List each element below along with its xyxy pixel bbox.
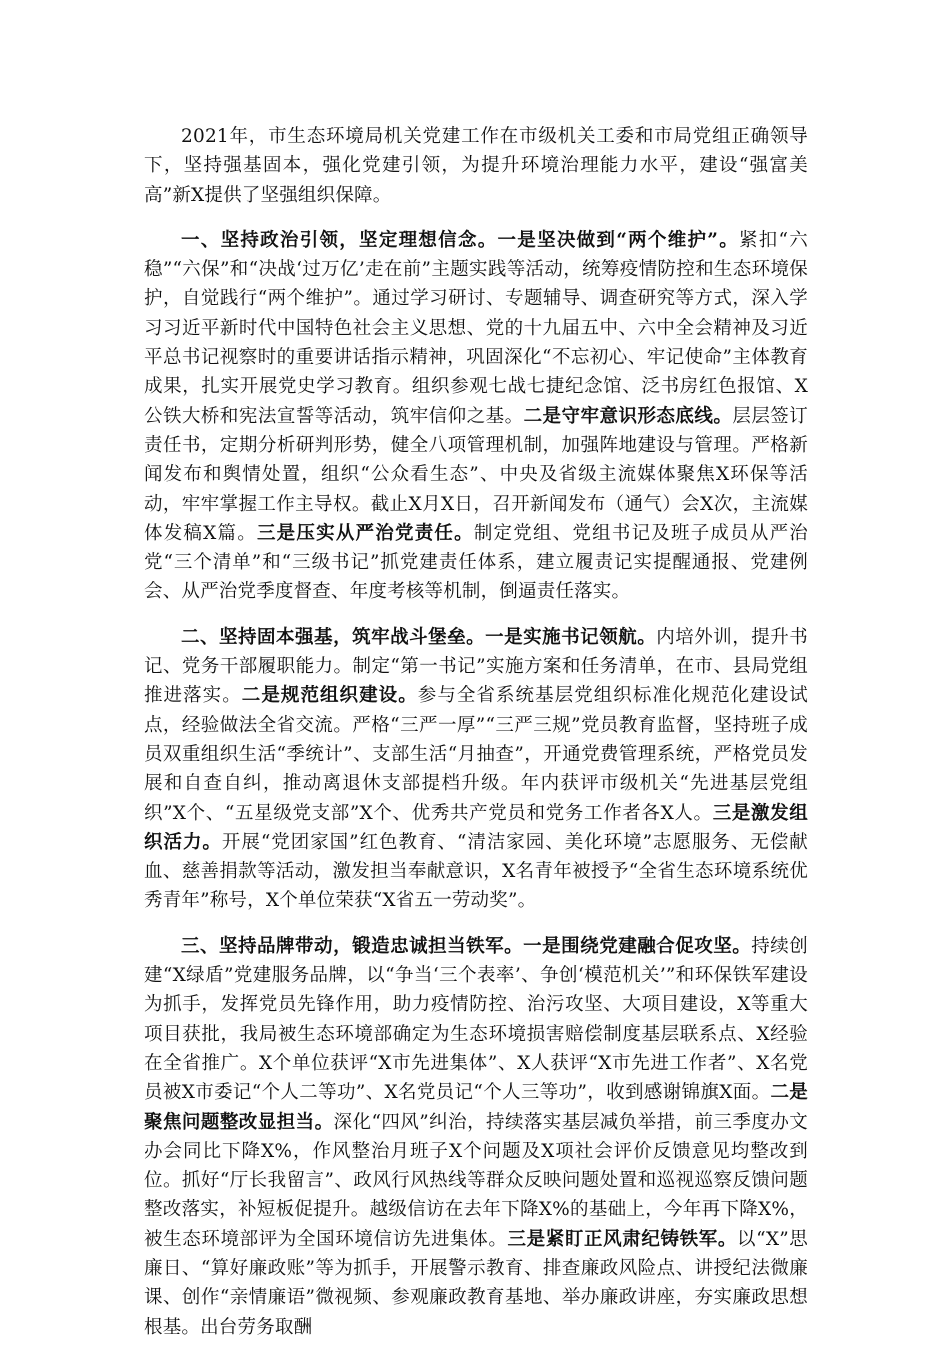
section-3-subheading-2: 二是聚焦问题整改显担当。 (144, 1082, 809, 1133)
paragraph-section-2 (144, 623, 808, 916)
section-2-heading: 二、坚持固本强基，筑牢战斗堡垒。一是实施书记领航。 (181, 626, 657, 648)
paragraph-intro (144, 122, 808, 210)
paragraph-section-1 (144, 226, 808, 607)
section-2-subheading-2: 二是规范组织建设。 (241, 685, 418, 707)
section-2-subheading-3: 三是激发组织活力。 (144, 802, 808, 853)
section-3-heading: 三、坚持品牌带动，锻造忠诚担当铁军。一是围绕党建融合促攻坚。 (181, 935, 752, 957)
section-3-subheading-3: 三是紧盯正风肃纪铸铁军。 (507, 1228, 738, 1250)
section-1-subheading-2: 二是守牢意识形态底线。 (523, 405, 733, 427)
section-3-text-2: 深化“四风”纠治，持续落实基层减负举措，前三季度办文办会同比下降X%，作风整治月班子X个问题及X项社会评价反馈意见均整改到位。抓好“厅长我留言”、政风行风热线等群众反映问题处置和巡视巡察反馈问题整改落实，补短板促提升。越级信访在去年下降X%的基础上，今年再下降X%，被生态环境部评为全国环境信访先进集体。 (144, 1111, 808, 1250)
section-1-heading: 一、坚持政治引领，坚定理想信念。一是坚决做到“两个维护”。 (181, 229, 739, 251)
paragraph-section-3 (144, 932, 808, 1342)
section-1-text-2: 层层签订责任书，定期分析研判形势，健全八项管理机制，加强阵地建设与管理。严格新闻发布和舆情处置，组织“公众看生态”、中央及省级主流媒体聚焦X环保等活动，牢牢掌握工作主导权。截止X月X日，召开新闻发布（通气）会X次，主流媒体发稿X篇。 (144, 405, 808, 544)
section-1-text-3: 制定党组、党组书记及班子成员从严治党“三个清单”和“三级书记”抓党建责任体系，建立履责记实提醒通报、党建例会、从严治党季度督查、年度考核等机制，倒逼责任落实。 (144, 522, 808, 603)
intro-text: 2021年，市生态环境局机关党建工作在市级机关工委和市局党组正确领导下，坚持强基固本，强化党建引领，为提升环境治理能力水平，建设“强富美高”新X提供了坚强组织保障。 (144, 126, 808, 206)
document-body (144, 122, 808, 1358)
section-3-text-1: 持续创建“X绿盾”党建服务品牌，以“争当‘三个表率’、争创‘模范机关’”和环保铁军建设为抓手，发挥党员先锋作用，助力疫情防控、治污攻坚、大项目建设，X等重大项目获批，我局被生态环境部确定为生态环境损害赔偿制度基层联系点、X经验在全省推广。X个单位获评“X市先进集体”、X人获评“X市先进工作者”、X名党员被X市委记“个人二等功”、X名党员记“个人三等功”，收到感谢锦旗X面。 (144, 935, 808, 1104)
section-1-subheading-3: 三是压实从严治党责任。 (256, 522, 474, 544)
section-1-text-1: 紧扣“六稳”“六保”和“决战‘过万亿’走在前”主题实践等活动，统筹疫情防控和生态环境保护，自觉践行“两个维护”。通过学习研讨、专题辅导、调查研究等方式，深入学习习近平新时代中国特色社会主义思想、党的十九届五中、六中全会精神及习近平总书记视察时的重要讲话指示精神，巩固深化“不忘初心、牢记使命”主体教育成果，扎实开展党史学习教育。组织参观七战七捷纪念馆、泛书房红色报馆、X公铁大桥和宪法宣誓等活动，筑牢信仰之基。 (144, 229, 808, 427)
section-2-text-3: 开展“党团家国”红色教育、“清洁家园、美化环境”志愿服务、无偿献血、慈善捐款等活动，激发担当奉献意识，X名青年被授予“全省生态环境系统优秀青年”称号，X个单位荣获“X省五一劳动奖”。 (144, 831, 808, 912)
section-2-text-2: 参与全省系统基层党组织标准化规范化建设试点，经验做法全省交流。严格“三严一厚”“三严三规”党员教育监督，坚持班子成员双重组织生活“季统计”、支部生活“月抽查”，开通党费管理系统，严格党员发展和自查自纠，推动离退休支部提档升级。年内获评市级机关“先进基层党组织”X个、“五星级党支部”X个、优秀共产党员和党务工作者各X人。 (144, 685, 808, 824)
section-3-text-3: 以“X”思廉日、“算好廉政账”等为抓手，开展警示教育、排查廉政风险点、讲授纪法微廉课、创作“亲情廉语”微视频、参观廉政教育基地、举办廉政讲座，夯实廉政思想根基。出台劳务取酬 (144, 1228, 808, 1338)
section-2-text-1: 内培外训，提升书记、党务干部履职能力。制定“第一书记”实施方案和任务清单，在市、县局党组推进落实。 (144, 626, 808, 707)
